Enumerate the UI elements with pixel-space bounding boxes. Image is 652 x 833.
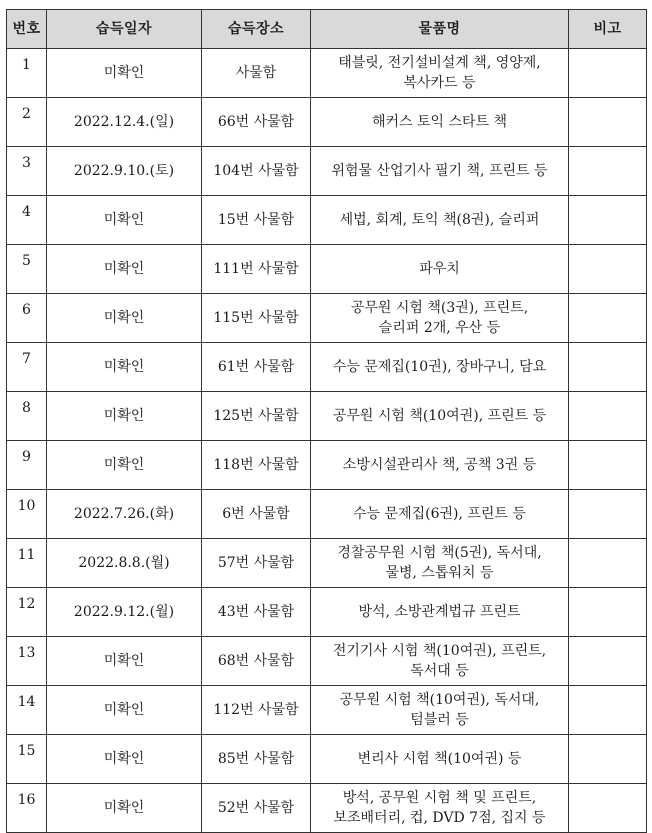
row-number: 6 bbox=[7, 294, 47, 343]
table-row bbox=[7, 784, 647, 833]
item-names bbox=[311, 490, 569, 539]
table-row bbox=[7, 147, 647, 196]
note bbox=[569, 686, 647, 735]
item-line: 공무원 시험 책(3권), 프린트, bbox=[350, 300, 529, 316]
found-place: 111번 사물함 bbox=[202, 245, 311, 294]
table-row bbox=[7, 98, 647, 147]
header-number: 번호 bbox=[7, 10, 47, 49]
item-names bbox=[311, 784, 569, 833]
item-names bbox=[311, 196, 569, 245]
item-line: 태블릿, 전기설비설계 책, 영양제, bbox=[338, 55, 541, 71]
note bbox=[569, 735, 647, 784]
found-place: 사물함 bbox=[202, 49, 311, 98]
found-place: 43번 사물함 bbox=[202, 588, 311, 637]
found-date: 미확인 bbox=[47, 294, 202, 343]
row-number: 13 bbox=[7, 637, 47, 686]
note bbox=[569, 343, 647, 392]
found-place: 104번 사물함 bbox=[202, 147, 311, 196]
item-line: 세법, 회계, 토익 책(8권), 슬리퍼 bbox=[339, 212, 540, 228]
note bbox=[569, 98, 647, 147]
table-row bbox=[7, 686, 647, 735]
row-number: 9 bbox=[7, 441, 47, 490]
item-line: 방석, 소방관계법규 프린트 bbox=[358, 604, 521, 620]
found-date: 2022.12.4.(일) bbox=[47, 98, 202, 147]
item-names bbox=[311, 294, 569, 343]
found-date: 미확인 bbox=[47, 784, 202, 833]
note bbox=[569, 147, 647, 196]
found-date: 미확인 bbox=[47, 343, 202, 392]
item-line: 변리사 시험 책(10여권) 등 bbox=[357, 751, 522, 767]
item-line: 텀블러 등 bbox=[410, 712, 469, 728]
header-date: 습득일자 bbox=[47, 10, 202, 49]
note bbox=[569, 539, 647, 588]
row-number: 1 bbox=[7, 49, 47, 98]
table-row bbox=[7, 490, 647, 539]
table-row bbox=[7, 196, 647, 245]
row-number: 11 bbox=[7, 539, 47, 588]
note bbox=[569, 490, 647, 539]
item-names bbox=[311, 441, 569, 490]
table-row bbox=[7, 245, 647, 294]
note bbox=[569, 294, 647, 343]
item-line: 파우치 bbox=[419, 261, 460, 277]
item-names bbox=[311, 588, 569, 637]
found-date: 미확인 bbox=[47, 392, 202, 441]
lost-items-table bbox=[6, 9, 647, 833]
table-row bbox=[7, 539, 647, 588]
found-date: 미확인 bbox=[47, 245, 202, 294]
item-line: 슬리퍼 2개, 우산 등 bbox=[378, 320, 501, 336]
found-date: 2022.8.8.(월) bbox=[47, 539, 202, 588]
found-date: 미확인 bbox=[47, 49, 202, 98]
found-date: 2022.9.10.(토) bbox=[47, 147, 202, 196]
found-date: 미확인 bbox=[47, 735, 202, 784]
table-row bbox=[7, 49, 647, 98]
found-place: 6번 사물함 bbox=[202, 490, 311, 539]
item-line: 독서대 등 bbox=[410, 663, 469, 679]
item-line: 수능 문제집(6권), 프린트 등 bbox=[353, 506, 526, 522]
found-place: 118번 사물함 bbox=[202, 441, 311, 490]
item-names bbox=[311, 392, 569, 441]
found-place: 112번 사물함 bbox=[202, 686, 311, 735]
found-place: 115번 사물함 bbox=[202, 294, 311, 343]
found-place: 66번 사물함 bbox=[202, 98, 311, 147]
item-names bbox=[311, 637, 569, 686]
note bbox=[569, 784, 647, 833]
row-number: 14 bbox=[7, 686, 47, 735]
found-place: 52번 사물함 bbox=[202, 784, 311, 833]
item-line: 전기기사 시험 책(10여권), 프린트, bbox=[332, 643, 547, 659]
item-line: 보조배터리, 컵, DVD 7점, 집지 등 bbox=[333, 810, 546, 826]
item-line: 수능 문제집(10권), 장바구니, 담요 bbox=[332, 359, 547, 375]
item-line: 방석, 공무원 시험 책 및 프린트, bbox=[342, 790, 537, 806]
note bbox=[569, 196, 647, 245]
note bbox=[569, 441, 647, 490]
table-row bbox=[7, 588, 647, 637]
item-names bbox=[311, 49, 569, 98]
note bbox=[569, 49, 647, 98]
item-line: 경찰공무원 시험 책(5권), 독서대, bbox=[337, 545, 542, 561]
found-date: 미확인 bbox=[47, 441, 202, 490]
item-line: 위험물 산업기사 필기 책, 프린트 등 bbox=[331, 163, 548, 179]
item-names bbox=[311, 686, 569, 735]
row-number: 10 bbox=[7, 490, 47, 539]
note bbox=[569, 245, 647, 294]
table-body bbox=[7, 49, 647, 833]
found-place: 15번 사물함 bbox=[202, 196, 311, 245]
row-number: 8 bbox=[7, 392, 47, 441]
item-names bbox=[311, 539, 569, 588]
row-number: 7 bbox=[7, 343, 47, 392]
found-date: 미확인 bbox=[47, 637, 202, 686]
note bbox=[569, 637, 647, 686]
table-row bbox=[7, 392, 647, 441]
item-names bbox=[311, 147, 569, 196]
found-place: 125번 사물함 bbox=[202, 392, 311, 441]
header-note: 비고 bbox=[569, 10, 647, 49]
item-line: 공무원 시험 책(10여권), 독서대, bbox=[339, 692, 540, 708]
header-row bbox=[7, 10, 647, 49]
item-names bbox=[311, 245, 569, 294]
row-number: 3 bbox=[7, 147, 47, 196]
item-names bbox=[311, 343, 569, 392]
row-number: 5 bbox=[7, 245, 47, 294]
item-names bbox=[311, 735, 569, 784]
row-number: 16 bbox=[7, 784, 47, 833]
item-line: 물병, 스톱워치 등 bbox=[385, 565, 494, 581]
found-date: 미확인 bbox=[47, 686, 202, 735]
found-date: 2022.7.26.(화) bbox=[47, 490, 202, 539]
found-date: 2022.9.12.(월) bbox=[47, 588, 202, 637]
header-items: 물품명 bbox=[311, 10, 569, 49]
table-row bbox=[7, 294, 647, 343]
row-number: 2 bbox=[7, 98, 47, 147]
table-row bbox=[7, 735, 647, 784]
table-row bbox=[7, 343, 647, 392]
found-place: 68번 사물함 bbox=[202, 637, 311, 686]
row-number: 12 bbox=[7, 588, 47, 637]
found-place: 57번 사물함 bbox=[202, 539, 311, 588]
item-line: 복사카드 등 bbox=[403, 75, 476, 91]
found-date: 미확인 bbox=[47, 196, 202, 245]
row-number: 15 bbox=[7, 735, 47, 784]
note bbox=[569, 588, 647, 637]
row-number: 4 bbox=[7, 196, 47, 245]
table-row bbox=[7, 441, 647, 490]
item-line: 소방시설관리사 책, 공책 3권 등 bbox=[342, 457, 537, 473]
table-row bbox=[7, 637, 647, 686]
note bbox=[569, 392, 647, 441]
item-line: 해커스 토익 스타트 책 bbox=[371, 114, 508, 130]
found-place: 61번 사물함 bbox=[202, 343, 311, 392]
item-names bbox=[311, 98, 569, 147]
found-place: 85번 사물함 bbox=[202, 735, 311, 784]
header-place: 습득장소 bbox=[202, 10, 311, 49]
item-line: 공무원 시험 책(10여권), 프린트 등 bbox=[332, 408, 547, 424]
